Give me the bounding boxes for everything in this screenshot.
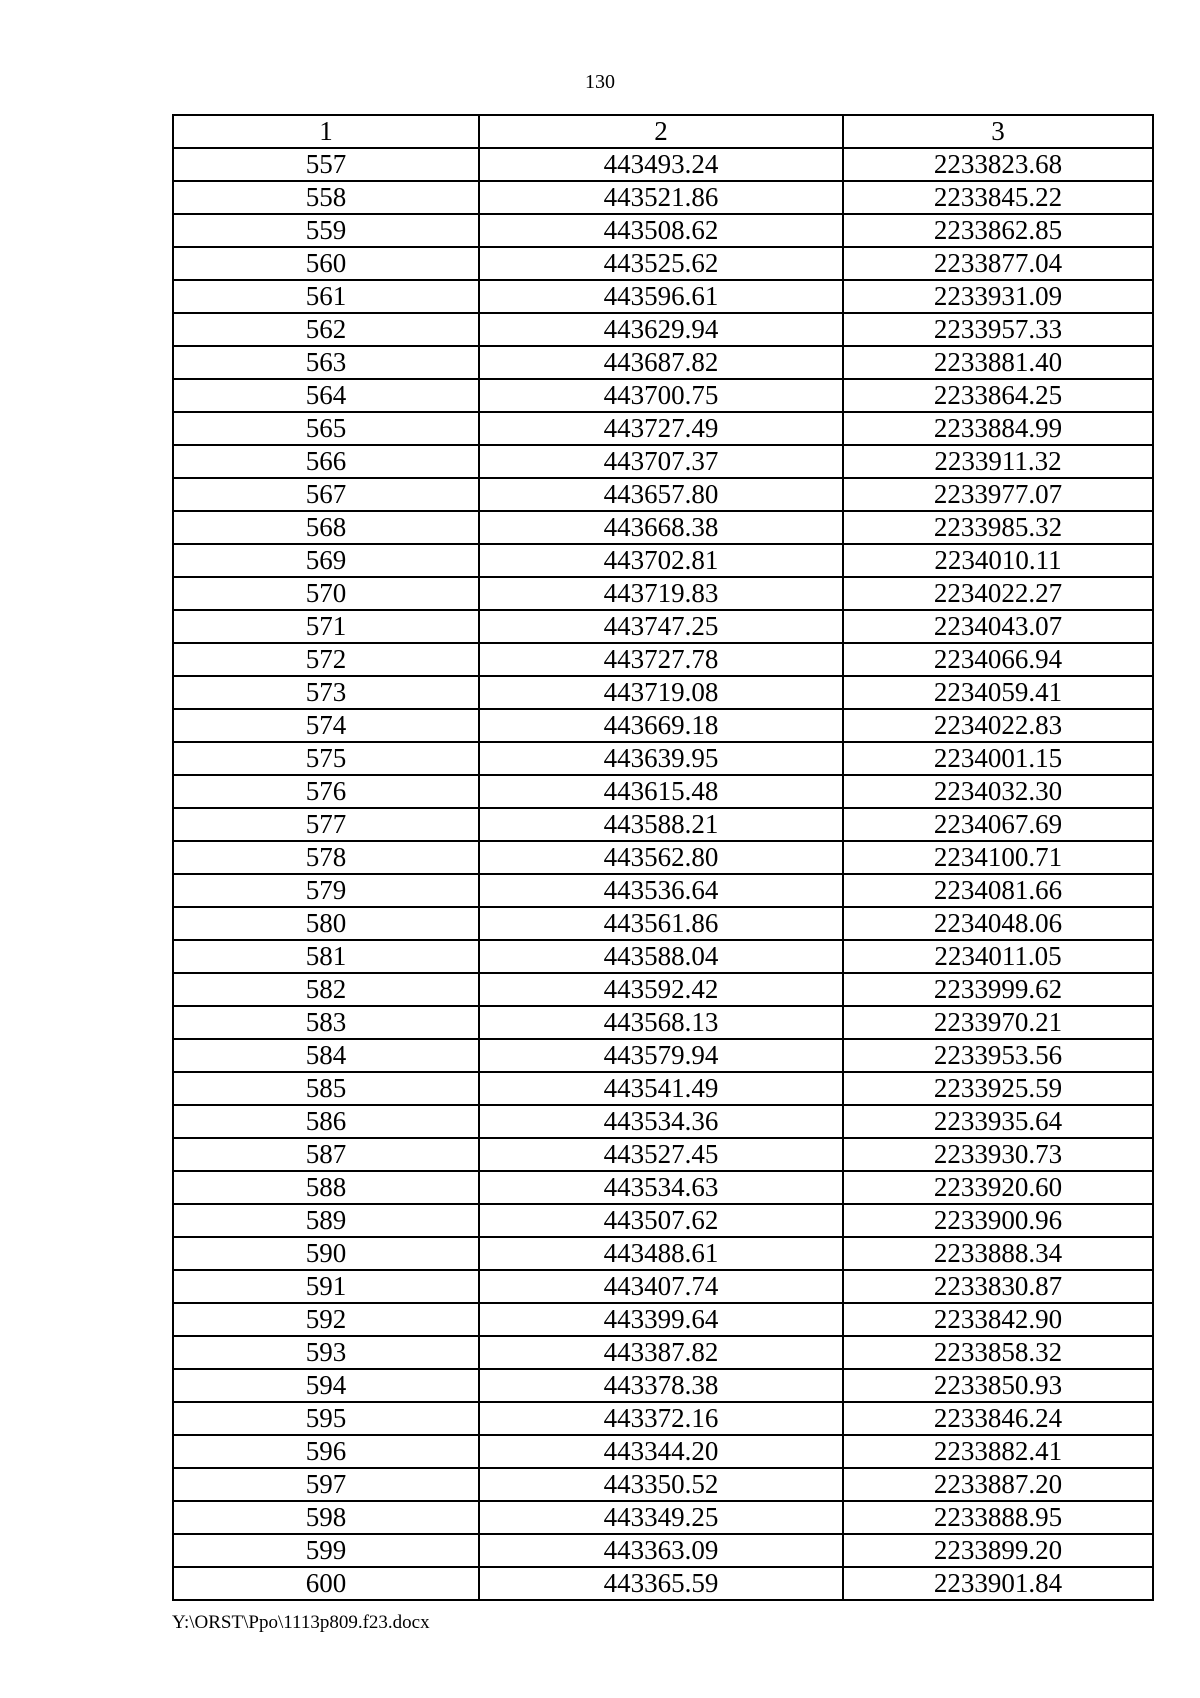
table-row — [173, 148, 1153, 181]
table-row — [173, 346, 1153, 379]
point-number-cell: 578 — [173, 841, 479, 874]
y-coordinate-cell: 2233899.20 — [843, 1534, 1153, 1567]
y-coordinate-cell: 2233888.95 — [843, 1501, 1153, 1534]
point-number-cell: 567 — [173, 478, 479, 511]
x-coordinate-cell: 443507.62 — [479, 1204, 843, 1237]
x-coordinate-cell: 443639.95 — [479, 742, 843, 775]
x-coordinate-cell: 443669.18 — [479, 709, 843, 742]
point-number-cell: 576 — [173, 775, 479, 808]
table-header-row — [173, 115, 1153, 148]
table-row — [173, 841, 1153, 874]
point-number-cell: 591 — [173, 1270, 479, 1303]
x-coordinate-cell: 443365.59 — [479, 1567, 843, 1600]
table-row — [173, 610, 1153, 643]
table-row — [173, 1501, 1153, 1534]
table-row — [173, 808, 1153, 841]
y-coordinate-cell: 2233877.04 — [843, 247, 1153, 280]
y-coordinate-cell: 2233846.24 — [843, 1402, 1153, 1435]
y-coordinate-cell: 2234022.27 — [843, 577, 1153, 610]
x-coordinate-cell: 443727.78 — [479, 643, 843, 676]
table-row — [173, 1336, 1153, 1369]
page-number: 130 — [585, 71, 615, 93]
point-number-cell: 561 — [173, 280, 479, 313]
point-number-cell: 577 — [173, 808, 479, 841]
table-row — [173, 577, 1153, 610]
table-row — [173, 1270, 1153, 1303]
x-coordinate-cell: 443349.25 — [479, 1501, 843, 1534]
y-coordinate-cell: 2233823.68 — [843, 148, 1153, 181]
point-number-cell: 592 — [173, 1303, 479, 1336]
y-coordinate-cell: 2234011.05 — [843, 940, 1153, 973]
x-coordinate-cell: 443596.61 — [479, 280, 843, 313]
table-row — [173, 1468, 1153, 1501]
y-coordinate-cell: 2233935.64 — [843, 1105, 1153, 1138]
table-row — [173, 907, 1153, 940]
x-coordinate-cell: 443629.94 — [479, 313, 843, 346]
point-number-cell: 595 — [173, 1402, 479, 1435]
point-number-cell: 583 — [173, 1006, 479, 1039]
x-coordinate-cell: 443525.62 — [479, 247, 843, 280]
table-row — [173, 379, 1153, 412]
y-coordinate-cell: 2234001.15 — [843, 742, 1153, 775]
table-row — [173, 1402, 1153, 1435]
y-coordinate-cell: 2234032.30 — [843, 775, 1153, 808]
y-coordinate-cell: 2233977.07 — [843, 478, 1153, 511]
y-coordinate-cell: 2233845.22 — [843, 181, 1153, 214]
point-number-cell: 566 — [173, 445, 479, 478]
table-row — [173, 1204, 1153, 1237]
point-number-cell: 563 — [173, 346, 479, 379]
table-row — [173, 940, 1153, 973]
column-header-1: 1 — [173, 115, 479, 148]
point-number-cell: 580 — [173, 907, 479, 940]
y-coordinate-cell: 2233953.56 — [843, 1039, 1153, 1072]
table-row — [173, 742, 1153, 775]
point-number-cell: 568 — [173, 511, 479, 544]
x-coordinate-cell: 443588.21 — [479, 808, 843, 841]
column-header-3: 3 — [843, 115, 1153, 148]
y-coordinate-cell: 2233882.41 — [843, 1435, 1153, 1468]
point-number-cell: 557 — [173, 148, 479, 181]
coordinates-table-body — [173, 115, 1153, 1600]
point-number-cell: 585 — [173, 1072, 479, 1105]
point-number-cell: 569 — [173, 544, 479, 577]
y-coordinate-cell: 2233830.87 — [843, 1270, 1153, 1303]
table-row — [173, 775, 1153, 808]
y-coordinate-cell: 2233858.32 — [843, 1336, 1153, 1369]
point-number-cell: 589 — [173, 1204, 479, 1237]
y-coordinate-cell: 2233887.20 — [843, 1468, 1153, 1501]
table-row — [173, 1072, 1153, 1105]
column-header-2: 2 — [479, 115, 843, 148]
y-coordinate-cell: 2233900.96 — [843, 1204, 1153, 1237]
x-coordinate-cell: 443561.86 — [479, 907, 843, 940]
x-coordinate-cell: 443568.13 — [479, 1006, 843, 1039]
table-row — [173, 1039, 1153, 1072]
x-coordinate-cell: 443719.08 — [479, 676, 843, 709]
y-coordinate-cell: 2233970.21 — [843, 1006, 1153, 1039]
point-number-cell: 564 — [173, 379, 479, 412]
point-number-cell: 586 — [173, 1105, 479, 1138]
x-coordinate-cell: 443592.42 — [479, 973, 843, 1006]
y-coordinate-cell: 2234048.06 — [843, 907, 1153, 940]
x-coordinate-cell: 443508.62 — [479, 214, 843, 247]
point-number-cell: 597 — [173, 1468, 479, 1501]
table-row — [173, 973, 1153, 1006]
point-number-cell: 598 — [173, 1501, 479, 1534]
table-row — [173, 1171, 1153, 1204]
x-coordinate-cell: 443668.38 — [479, 511, 843, 544]
x-coordinate-cell: 443747.25 — [479, 610, 843, 643]
x-coordinate-cell: 443707.37 — [479, 445, 843, 478]
table-row — [173, 181, 1153, 214]
point-number-cell: 593 — [173, 1336, 479, 1369]
y-coordinate-cell: 2233931.09 — [843, 280, 1153, 313]
x-coordinate-cell: 443407.74 — [479, 1270, 843, 1303]
point-number-cell: 574 — [173, 709, 479, 742]
x-coordinate-cell: 443562.80 — [479, 841, 843, 874]
point-number-cell: 599 — [173, 1534, 479, 1567]
point-number-cell: 558 — [173, 181, 479, 214]
x-coordinate-cell: 443687.82 — [479, 346, 843, 379]
point-number-cell: 582 — [173, 973, 479, 1006]
point-number-cell: 572 — [173, 643, 479, 676]
point-number-cell: 575 — [173, 742, 479, 775]
x-coordinate-cell: 443372.16 — [479, 1402, 843, 1435]
x-coordinate-cell: 443363.09 — [479, 1534, 843, 1567]
y-coordinate-cell: 2233925.59 — [843, 1072, 1153, 1105]
x-coordinate-cell: 443541.49 — [479, 1072, 843, 1105]
x-coordinate-cell: 443493.24 — [479, 148, 843, 181]
y-coordinate-cell: 2233862.85 — [843, 214, 1153, 247]
x-coordinate-cell: 443399.64 — [479, 1303, 843, 1336]
y-coordinate-cell: 2233864.25 — [843, 379, 1153, 412]
table-row — [173, 214, 1153, 247]
x-coordinate-cell: 443702.81 — [479, 544, 843, 577]
point-number-cell: 594 — [173, 1369, 479, 1402]
x-coordinate-cell: 443534.63 — [479, 1171, 843, 1204]
table-row — [173, 280, 1153, 313]
table-row — [173, 1006, 1153, 1039]
x-coordinate-cell: 443615.48 — [479, 775, 843, 808]
point-number-cell: 560 — [173, 247, 479, 280]
y-coordinate-cell: 2233850.93 — [843, 1369, 1153, 1402]
x-coordinate-cell: 443536.64 — [479, 874, 843, 907]
x-coordinate-cell: 443534.36 — [479, 1105, 843, 1138]
y-coordinate-cell: 2233881.40 — [843, 346, 1153, 379]
table-row — [173, 445, 1153, 478]
x-coordinate-cell: 443344.20 — [479, 1435, 843, 1468]
y-coordinate-cell: 2234066.94 — [843, 643, 1153, 676]
table-row — [173, 247, 1153, 280]
y-coordinate-cell: 2233999.62 — [843, 973, 1153, 1006]
x-coordinate-cell: 443378.38 — [479, 1369, 843, 1402]
y-coordinate-cell: 2233930.73 — [843, 1138, 1153, 1171]
y-coordinate-cell: 2233901.84 — [843, 1567, 1153, 1600]
y-coordinate-cell: 2233957.33 — [843, 313, 1153, 346]
table-row — [173, 1369, 1153, 1402]
point-number-cell: 588 — [173, 1171, 479, 1204]
table-row — [173, 874, 1153, 907]
table-row — [173, 1138, 1153, 1171]
point-number-cell: 579 — [173, 874, 479, 907]
table-row — [173, 313, 1153, 346]
point-number-cell: 584 — [173, 1039, 479, 1072]
y-coordinate-cell: 2233985.32 — [843, 511, 1153, 544]
x-coordinate-cell: 443521.86 — [479, 181, 843, 214]
point-number-cell: 571 — [173, 610, 479, 643]
y-coordinate-cell: 2233884.99 — [843, 412, 1153, 445]
coordinates-table — [172, 114, 1154, 1601]
y-coordinate-cell: 2233911.32 — [843, 445, 1153, 478]
x-coordinate-cell: 443350.52 — [479, 1468, 843, 1501]
table-row — [173, 1105, 1153, 1138]
table-row — [173, 511, 1153, 544]
point-number-cell: 590 — [173, 1237, 479, 1270]
y-coordinate-cell: 2233842.90 — [843, 1303, 1153, 1336]
table-row — [173, 643, 1153, 676]
y-coordinate-cell: 2233920.60 — [843, 1171, 1153, 1204]
point-number-cell: 596 — [173, 1435, 479, 1468]
point-number-cell: 565 — [173, 412, 479, 445]
table-row — [173, 676, 1153, 709]
point-number-cell: 562 — [173, 313, 479, 346]
table-row — [173, 1534, 1153, 1567]
y-coordinate-cell: 2234010.11 — [843, 544, 1153, 577]
point-number-cell: 573 — [173, 676, 479, 709]
point-number-cell: 559 — [173, 214, 479, 247]
y-coordinate-cell: 2234081.66 — [843, 874, 1153, 907]
y-coordinate-cell: 2234100.71 — [843, 841, 1153, 874]
table-row — [173, 1435, 1153, 1468]
x-coordinate-cell: 443700.75 — [479, 379, 843, 412]
x-coordinate-cell: 443488.61 — [479, 1237, 843, 1270]
y-coordinate-cell: 2234059.41 — [843, 676, 1153, 709]
table-row — [173, 1237, 1153, 1270]
point-number-cell: 581 — [173, 940, 479, 973]
table-row — [173, 1567, 1153, 1600]
x-coordinate-cell: 443579.94 — [479, 1039, 843, 1072]
point-number-cell: 570 — [173, 577, 479, 610]
x-coordinate-cell: 443657.80 — [479, 478, 843, 511]
y-coordinate-cell: 2234022.83 — [843, 709, 1153, 742]
y-coordinate-cell: 2234043.07 — [843, 610, 1153, 643]
table-row — [173, 412, 1153, 445]
table-row — [173, 478, 1153, 511]
table-row — [173, 709, 1153, 742]
x-coordinate-cell: 443527.45 — [479, 1138, 843, 1171]
x-coordinate-cell: 443387.82 — [479, 1336, 843, 1369]
point-number-cell: 600 — [173, 1567, 479, 1600]
x-coordinate-cell: 443727.49 — [479, 412, 843, 445]
table-row — [173, 544, 1153, 577]
table-row — [173, 1303, 1153, 1336]
y-coordinate-cell: 2233888.34 — [843, 1237, 1153, 1270]
x-coordinate-cell: 443719.83 — [479, 577, 843, 610]
footer-file-path: Y:\ORST\Ppo\1113p809.f23.docx — [172, 1612, 430, 1633]
y-coordinate-cell: 2234067.69 — [843, 808, 1153, 841]
point-number-cell: 587 — [173, 1138, 479, 1171]
x-coordinate-cell: 443588.04 — [479, 940, 843, 973]
